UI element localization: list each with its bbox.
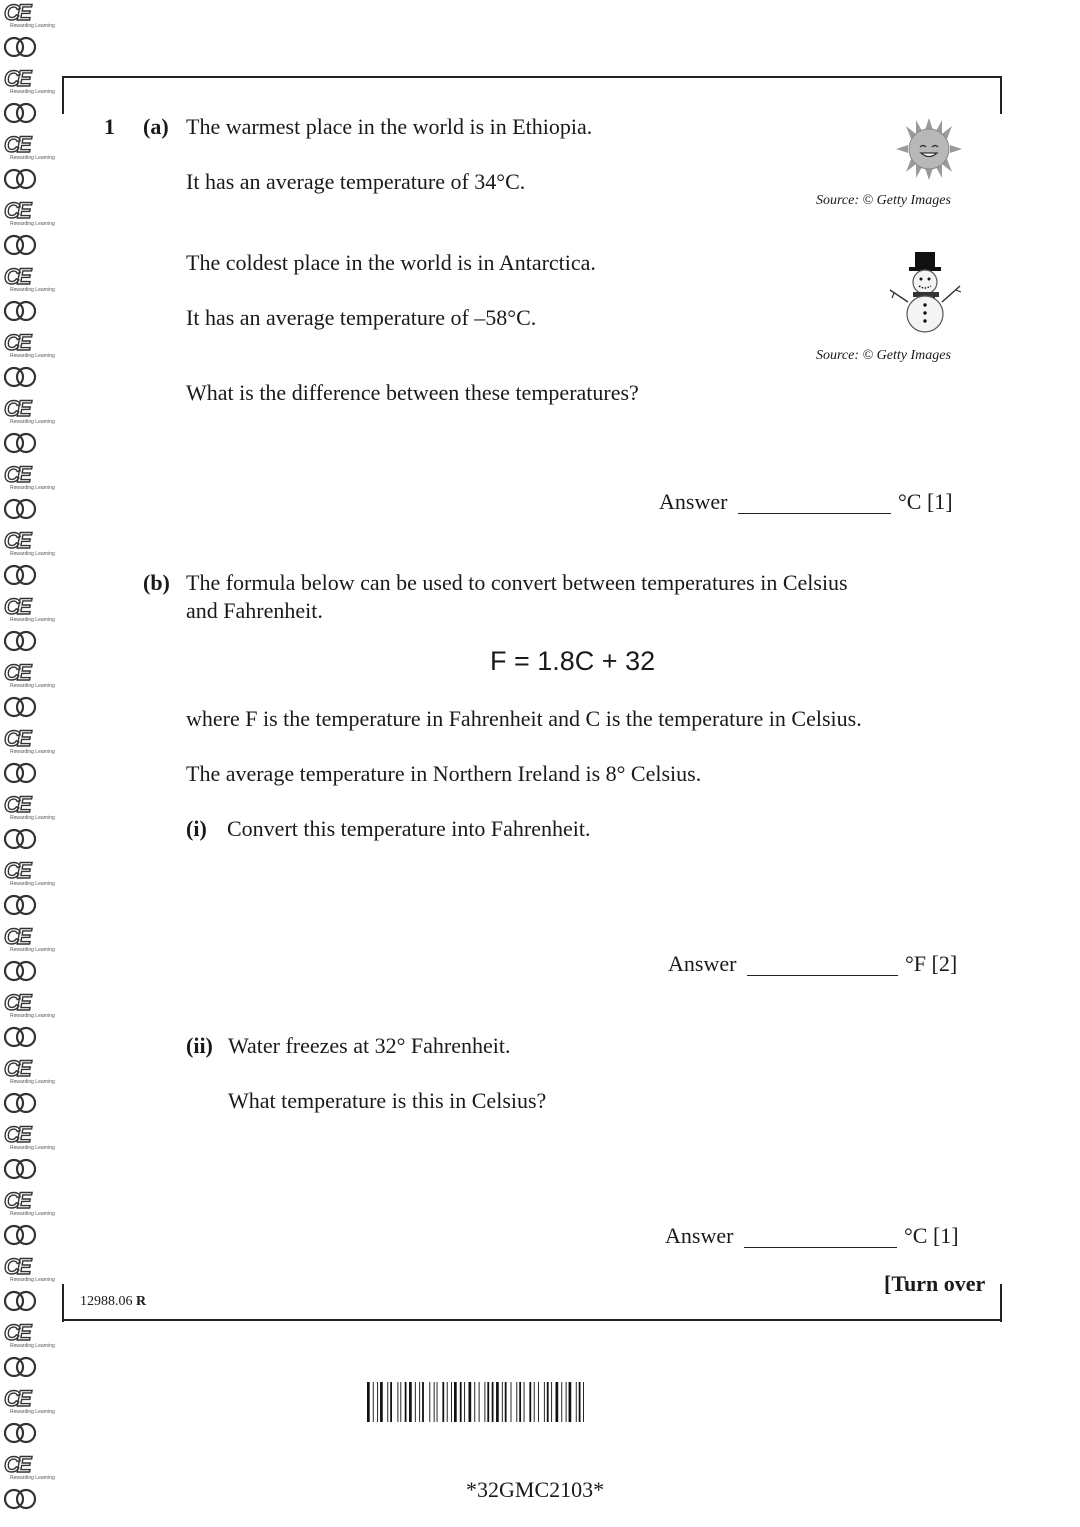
ccea-logo-rings-icon xyxy=(4,564,38,590)
part-b-ii-unit-marks: °C [1] xyxy=(904,1223,959,1248)
turn-over: [Turn over xyxy=(884,1271,986,1296)
part-b-i-answer-label: Answer xyxy=(668,951,737,976)
ccea-logo-letters: CE xyxy=(4,1056,29,1081)
frame-corner-tl xyxy=(62,76,64,114)
ccea-logo-mark xyxy=(4,396,55,428)
ccea-logo-mark xyxy=(4,1320,55,1352)
part-a-question: What is the difference between these temperatures? xyxy=(186,380,639,405)
ccea-logo-rings-icon xyxy=(4,1422,38,1448)
ccea-logo-mark xyxy=(4,1122,55,1154)
ccea-logo-tagline: Rewarding Learning xyxy=(10,551,55,557)
ccea-logo-tagline: Rewarding Learning xyxy=(10,683,55,689)
barcode-bar xyxy=(524,1382,525,1422)
ccea-logo-rings-icon xyxy=(4,234,38,260)
part-a-answer-line[interactable] xyxy=(738,513,891,514)
frame-corner-br xyxy=(1000,1284,1002,1322)
barcode-bar xyxy=(505,1382,507,1422)
paper-code xyxy=(80,1294,146,1310)
barcode-bar xyxy=(579,1382,581,1422)
ccea-logo-mark xyxy=(4,990,55,1022)
barcode-bar xyxy=(377,1382,378,1422)
part-b-ii-question: What temperature is this in Celsius? xyxy=(228,1088,547,1113)
ccea-logo-letters: CE xyxy=(4,66,29,91)
ccea-logo-mark xyxy=(4,66,55,98)
ccea-logo-rings-icon xyxy=(4,828,38,854)
ccea-logo-tagline: Rewarding Learning xyxy=(10,287,55,293)
barcode-bar xyxy=(437,1382,438,1422)
part-b-i-unit-marks: °F [2] xyxy=(905,951,958,976)
barcode-bar xyxy=(511,1382,512,1422)
part-b-i-answer-line[interactable] xyxy=(747,975,898,976)
ccea-logo-mark xyxy=(4,198,55,230)
part-b-ii-label: (ii) xyxy=(186,1033,213,1058)
barcode-bar xyxy=(400,1382,401,1422)
barcode-bar xyxy=(569,1382,572,1422)
barcode xyxy=(367,1382,713,1422)
barcode-bar xyxy=(434,1382,435,1422)
ccea-logo-rings-icon xyxy=(4,102,38,128)
barcode-bar xyxy=(538,1382,539,1422)
sun-image-credit: Source: © Getty Images xyxy=(816,193,951,208)
ccea-logo-letters: CE xyxy=(4,1122,29,1147)
barcode-bar xyxy=(492,1382,494,1422)
ccea-logo-letters: CE xyxy=(4,594,29,619)
ccea-logo-letters: CE xyxy=(4,1188,29,1213)
ccea-logo-rings-icon xyxy=(4,762,38,788)
frame-corner-bl xyxy=(62,1284,64,1322)
part-b-i-label: (i) xyxy=(186,816,207,841)
ccea-logo-mark xyxy=(4,264,55,296)
ccea-logo-rings-icon xyxy=(4,498,38,524)
barcode-bar xyxy=(516,1382,517,1422)
ccea-logo-letters: CE xyxy=(4,1320,29,1345)
ccea-logo-mark xyxy=(4,1056,55,1088)
ccea-logo-tagline: Rewarding Learning xyxy=(10,617,55,623)
ccea-logo-letters: CE xyxy=(4,462,29,487)
barcode-bar xyxy=(422,1382,424,1422)
barcode-bar xyxy=(487,1382,489,1422)
barcode-bar xyxy=(405,1382,407,1422)
ccea-logo-mark xyxy=(4,726,55,758)
barcode-bar xyxy=(419,1382,420,1422)
ccea-logo-mark xyxy=(4,1386,55,1418)
ccea-logo-rings-icon xyxy=(4,1026,38,1052)
barcode-bar xyxy=(496,1382,499,1422)
ccea-logo-rings-icon xyxy=(4,894,38,920)
margin-logo-strip xyxy=(0,0,55,1527)
barcode-bar xyxy=(544,1382,545,1422)
ccea-logo-tagline: Rewarding Learning xyxy=(10,1145,55,1151)
ccea-logo-mark xyxy=(4,660,55,692)
ccea-logo-tagline: Rewarding Learning xyxy=(10,23,55,29)
ccea-logo-tagline: Rewarding Learning xyxy=(10,1475,55,1481)
barcode-bar xyxy=(460,1382,462,1422)
ccea-logo-rings-icon xyxy=(4,36,38,62)
barcode-bar xyxy=(451,1382,452,1422)
ccea-logo-rings-icon xyxy=(4,1224,38,1250)
ccea-logo-letters: CE xyxy=(4,0,29,25)
conversion-formula: F = 1.8C + 32 xyxy=(490,646,656,676)
barcode-bar xyxy=(373,1382,374,1422)
barcode-bar xyxy=(415,1382,416,1422)
part-a-answer-label: Answer xyxy=(659,489,728,514)
ccea-logo-letters: CE xyxy=(4,924,29,949)
barcode-bar xyxy=(479,1382,480,1422)
ccea-logo-tagline: Rewarding Learning xyxy=(10,1211,55,1217)
part-b-where: where F is the temperature in Fahrenheit and C is the temperature in Celsius. xyxy=(186,706,862,731)
ccea-logo-tagline: Rewarding Learning xyxy=(10,881,55,887)
barcode-bar xyxy=(547,1382,549,1422)
barcode-bar xyxy=(429,1382,430,1422)
barcode-bar xyxy=(442,1382,444,1422)
ccea-logo-letters: CE xyxy=(4,660,29,685)
barcode-bar xyxy=(583,1382,584,1422)
ccea-logo-letters: CE xyxy=(4,132,29,157)
barcode-bar xyxy=(397,1382,398,1422)
barcode-bar xyxy=(556,1382,559,1422)
ccea-logo-mark xyxy=(4,528,55,560)
ccea-logo-rings-icon xyxy=(4,300,38,326)
ccea-logo-letters: CE xyxy=(4,264,29,289)
paper-code-suffix: R xyxy=(136,1294,147,1309)
barcode-text: *32GMC2103* xyxy=(466,1477,605,1502)
ccea-logo-rings-icon xyxy=(4,366,38,392)
ccea-logo-mark xyxy=(4,792,55,824)
ccea-logo-letters: CE xyxy=(4,396,29,421)
barcode-bar xyxy=(464,1382,465,1422)
frame-corner-tr xyxy=(1000,76,1002,114)
ccea-logo-tagline: Rewarding Learning xyxy=(10,1013,55,1019)
barcode-bar xyxy=(387,1382,388,1422)
barcode-bar xyxy=(566,1382,567,1422)
ccea-logo-rings-icon xyxy=(4,696,38,722)
ccea-logo-letters: CE xyxy=(4,198,29,223)
ccea-logo-mark xyxy=(4,1254,55,1286)
ccea-logo-tagline: Rewarding Learning xyxy=(10,89,55,95)
sun-image xyxy=(896,118,962,180)
ccea-logo-rings-icon xyxy=(4,1092,38,1118)
part-a-line4: It has an average temperature of –58°C. xyxy=(186,305,537,330)
barcode-bar xyxy=(519,1382,521,1422)
barcode-bar xyxy=(409,1382,412,1422)
ccea-logo-rings-icon xyxy=(4,960,38,986)
barcode-bar xyxy=(484,1382,485,1422)
ccea-logo-mark xyxy=(4,594,55,626)
ccea-logo-tagline: Rewarding Learning xyxy=(10,353,55,359)
part-a-line1: The warmest place in the world is in Ethiopia. xyxy=(186,114,593,139)
barcode-bar xyxy=(447,1382,448,1422)
barcode-bar xyxy=(390,1382,392,1422)
ccea-logo-rings-icon xyxy=(4,1290,38,1316)
ccea-logo-tagline: Rewarding Learning xyxy=(10,485,55,491)
ccea-logo-letters: CE xyxy=(4,330,29,355)
barcode-bar xyxy=(454,1382,457,1422)
part-a-unit-marks: °C [1] xyxy=(898,489,953,514)
barcode-bar xyxy=(529,1382,531,1422)
part-b-intro-line1: The formula below can be used to convert between temperatures in Celsius xyxy=(186,570,848,595)
ccea-logo-letters: CE xyxy=(4,858,29,883)
ccea-logo-tagline: Rewarding Learning xyxy=(10,1409,55,1415)
part-b-label: (b) xyxy=(143,570,170,595)
ccea-logo-tagline: Rewarding Learning xyxy=(10,749,55,755)
barcode-bar xyxy=(367,1382,370,1422)
part-a-line3: The coldest place in the world is in Antarctica. xyxy=(186,250,596,275)
ccea-logo-letters: CE xyxy=(4,1386,29,1411)
ccea-logo-letters: CE xyxy=(4,528,29,553)
ccea-logo-rings-icon xyxy=(4,1356,38,1382)
ccea-logo-rings-icon xyxy=(4,168,38,194)
ccea-logo-mark xyxy=(4,924,55,956)
part-a-line2: It has an average temperature of 34°C. xyxy=(186,169,526,194)
part-b-context: The average temperature in Northern Ireland is 8° Celsius. xyxy=(186,761,702,786)
barcode-bar xyxy=(380,1382,383,1422)
barcode-bar xyxy=(474,1382,475,1422)
ccea-logo-tagline: Rewarding Learning xyxy=(10,1343,55,1349)
ccea-logo-mark xyxy=(4,1188,55,1220)
ccea-logo-tagline: Rewarding Learning xyxy=(10,947,55,953)
ccea-logo-tagline: Rewarding Learning xyxy=(10,221,55,227)
barcode-bar xyxy=(561,1382,562,1422)
barcode-bar xyxy=(551,1382,552,1422)
barcode-bar xyxy=(534,1382,535,1422)
ccea-logo-tagline: Rewarding Learning xyxy=(10,155,55,161)
ccea-logo-mark xyxy=(4,132,55,164)
ccea-logo-tagline: Rewarding Learning xyxy=(10,419,55,425)
ccea-logo-rings-icon xyxy=(4,1488,38,1514)
ccea-logo-mark xyxy=(4,330,55,362)
ccea-logo-rings-icon xyxy=(4,1158,38,1184)
part-b-intro-line2: and Fahrenheit. xyxy=(186,598,323,623)
part-b-ii-answer-label: Answer xyxy=(665,1223,734,1248)
part-b-ii-text: Water freezes at 32° Fahrenheit. xyxy=(228,1033,511,1058)
ccea-logo-mark xyxy=(4,858,55,890)
ccea-logo-letters: CE xyxy=(4,726,29,751)
ccea-logo-letters: CE xyxy=(4,1254,29,1279)
ccea-logo-letters: CE xyxy=(4,990,29,1015)
ccea-logo-mark xyxy=(4,462,55,494)
ccea-logo-mark xyxy=(4,1452,55,1484)
ccea-logo-rings-icon xyxy=(4,630,38,656)
ccea-logo-tagline: Rewarding Learning xyxy=(10,1079,55,1085)
ccea-logo-rings-icon xyxy=(4,432,38,458)
ccea-logo-tagline: Rewarding Learning xyxy=(10,1277,55,1283)
snowman-image xyxy=(888,250,964,336)
ccea-logo-letters: CE xyxy=(4,792,29,817)
ccea-logo-letters: CE xyxy=(4,1452,29,1477)
barcode-bar xyxy=(576,1382,577,1422)
ccea-logo-mark xyxy=(4,0,55,32)
barcode-bar xyxy=(469,1382,472,1422)
barcode-bar xyxy=(502,1382,503,1422)
paper-code-number: 12988.06 xyxy=(80,1294,133,1309)
part-b-ii-answer-line[interactable] xyxy=(744,1247,897,1248)
part-a-label: (a) xyxy=(143,114,169,139)
snowman-image-credit: Source: © Getty Images xyxy=(816,348,951,363)
question-number: 1 xyxy=(104,114,115,139)
part-b-i-text: Convert this temperature into Fahrenheit. xyxy=(227,816,591,841)
ccea-logo-tagline: Rewarding Learning xyxy=(10,815,55,821)
